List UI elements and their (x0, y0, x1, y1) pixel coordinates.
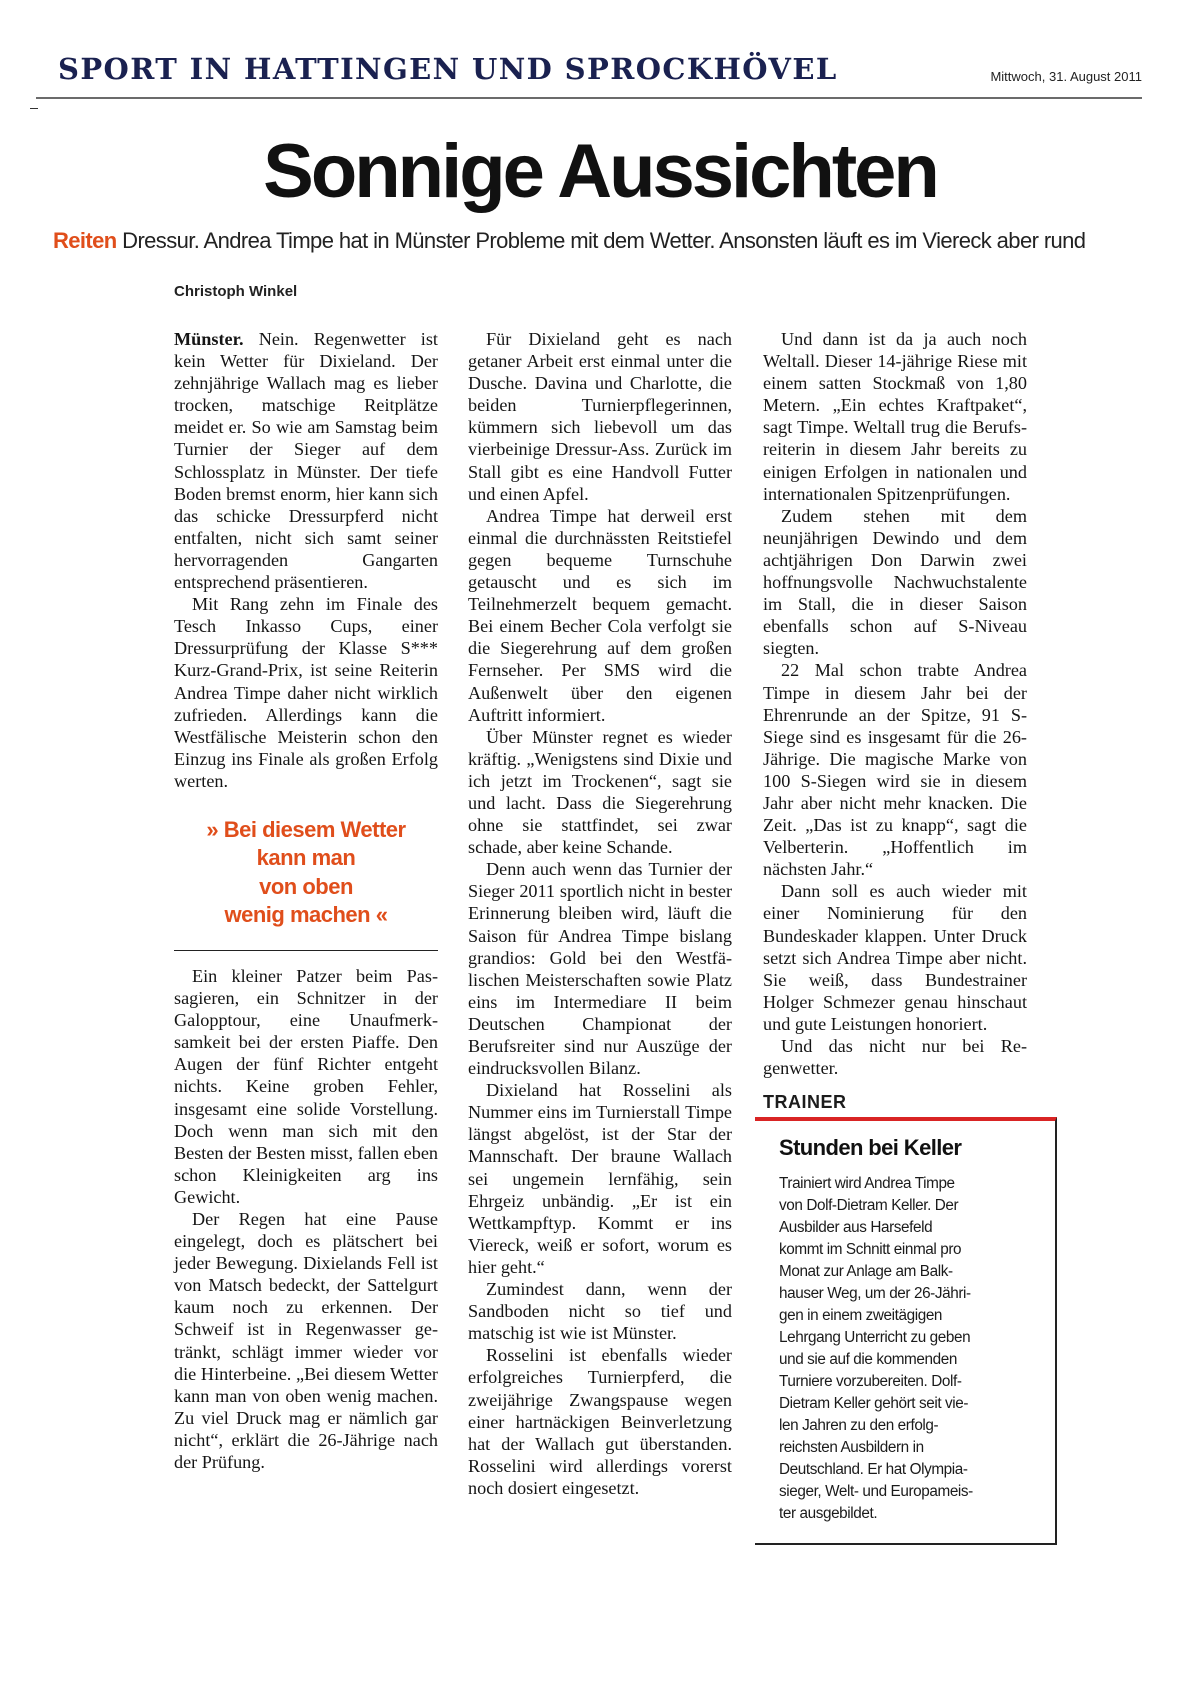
issue-date: Mittwoch, 31. August 2011 (990, 69, 1142, 84)
infobox-line: und sie auf die kommenden (779, 1351, 957, 1369)
infobox-title: Stunden bei Keller (779, 1135, 962, 1161)
paragraph: Ein kleiner Patzer beim Passagieren, ein Schnitzer in der Galopptour, eine Unaufmerksamkeit bei der ersten Piaffe. Den Augen der fünf Richter entgeht nichts. Keine groben Fehler, insgesamt eine solide Vorstellung. Doch wenn man sich mit den Besten der Besten misst, fallen eben schon Kleinigkeiten arg ins Gewicht. (174, 965, 438, 1207)
paragraph: Für Dixieland geht es nach getaner Arbeit erst einmal unter die Dusche. Davina und Charlotte, die beiden Turnierpflegerinnen, kümmern sich liebevoll um das vierbeinige Dressur-Ass. Zurück im Stall gibt es eine Handvoll Futter und einen Apfel. (468, 329, 732, 504)
infobox (755, 1117, 1057, 1545)
pull-quote (174, 816, 438, 951)
infobox-line: Ausbilder aus Harsefeld (779, 1219, 933, 1237)
infobox-line: hauser Weg, um der 26-Jähri- (779, 1285, 971, 1303)
paragraph-text: Nein. Regenwetter ist kein Wetter für Dixieland. Der zehnjährige Wallach mag es lieber trocken, matschige Reitplätze meidet er. So wie am Samstag beim Turnier der Sieger auf dem Schlossplatz in Münster. Der tiefe Boden bremst enorm, hier kann sich das schicke Dressurpferd nicht entfalten, nicht sich samt seiner hervorragenden Gangarten entsprechend präsentieren. (174, 329, 438, 593)
headline: Sonnige Aussichten (263, 129, 937, 214)
pull-quote-line: kann man (256, 845, 356, 871)
paragraph: Der Regen hat eine Pause eingelegt, doch es plätschert bei jeder Bewegung. Dixielands Fell ist von Matsch bedeckt, der Sattelgurt kaum noch zu erkennen. Der Schweif ist in Regenwasser getränkt, schlägt immer wieder vor die Hinterbeine. „Bei diesem Wetter kann man von oben wenig machen. Zu viel Druck mag er nämlich gar nicht“, erklärt die 26-Jährige nach der Prüfung. (174, 1209, 438, 1473)
paragraph: Dixieland hat Rosselini als Nummer eins im Turnierstall Timpe längst abgelöst, ist der Star der Mannschaft. Der braune Wallach sei ungemein lernfähig, sein Ehrgeiz unbändig. „Er ist ein Wettkampftyp. Kommt er ins Viereck, weiß er sofort, worum es hier geht.“ (468, 1080, 732, 1277)
paragraph: Und dann ist da ja auch noch Weltall. Dieser 14-jährige Riese mit einem satten Stockmaß von 1,80 Metern. „Ein echtes Kraftpaket“, sagt Timpe. Weltall trug die Berufsreiterin in diesem Jahr bereits zu einigen Erfolgen in nationalen und internationalen Spitzenprüfungen. (763, 329, 1027, 504)
infobox-line: len Jahren zu den erfolg- (779, 1417, 939, 1435)
paragraph (174, 328, 438, 593)
infobox-label: TRAINER (763, 1092, 847, 1113)
paragraph: Über Münster regnet es wieder kräftig. „Wenigstens sind Dixie und ich jetzt im Trockenen“, sagt sie und lacht. Dass die Siegerehrung ohne sie stattfindet, sei zwar schade, aber keine Schande. (468, 726, 732, 858)
section-header: SPORT IN HATTINGEN UND SPROCKHÖVEL (58, 52, 838, 86)
infobox-line: Monat zur Anlage am Balk- (779, 1263, 953, 1281)
pull-quote-line: » Bei diesem Wetter (206, 816, 406, 842)
infobox-line: ter ausgebildet. (779, 1505, 878, 1523)
author-byline: Christoph Winkel (174, 283, 298, 300)
paragraph: Dann soll es auch wieder mit einer Nominierung für den Bundeskader klappen. Unter Druck setzt sich Andrea Timpe aber nicht. Sie weiß, dass Bundestrainer Holger Schmezer genau hinschaut und gute Leistungen honoriert. (763, 881, 1027, 1034)
infobox-line: Turniere vorzubereiten. Dolf- (779, 1373, 962, 1391)
paragraph: Und das nicht nur bei Regenwetter. (763, 1036, 1027, 1079)
infobox-body (779, 1173, 1039, 1525)
pull-quote-line: wenig machen « (224, 902, 388, 928)
paragraph: Zudem stehen mit dem neunjährigen Dewindo und dem achtjährigen Don Darwin zwei hoffnungsvolle Nachwuchstalente im Stall, die in dieser Saison ebenfalls schon auf S-Niveau siegten. (763, 505, 1027, 659)
infobox-line: Deutschland. Er hat Olympia- (779, 1461, 968, 1479)
article-column-2 (468, 328, 732, 1499)
dateline: Münster. (174, 329, 244, 349)
margin-mark (30, 108, 38, 109)
infobox-line: reichsten Ausbildern in (779, 1439, 924, 1457)
paragraph: Denn auch wenn das Turnier der Sieger 2011 sportlich nicht in bester Erinnerung bleiben wird, läuft die Saison für Andrea Timpe bislang grandios: Gold bei den Westfälischen Meisterschaften sowie Platz eins im Intermediare II beim Deutschen Championat der Berufsreiter sind nur Auszüge der eindrucksvollen Bilanz. (468, 859, 732, 1079)
article-column-3 (763, 328, 1027, 1545)
infobox-line: sieger, Welt- und Europameis- (779, 1483, 973, 1501)
paragraph: Mit Rang zehn im Finale des Tesch Inkasso Cups, einer Dressurprüfung der Klasse S*** Kurz-Grand-Prix, ist seine Reiterin Andrea Timpe daher nicht wirklich zufrieden. Allerdings kann die Westfälische Meisterin schon den Einzug ins Finale als großen Erfolg werten. (174, 594, 438, 791)
paragraph: Rosselini ist ebenfalls wieder erfolgreiches Turnierpferd, die zweijährige Zwangspause wegen einer hartnäckigen Beinverletzung hat der Wallach gut überstanden. Rosselini wird allerdings vorerst noch dosiert eingesetzt. (468, 1345, 732, 1498)
article-column-1 (174, 328, 438, 1473)
subheadline-text: Dressur. Andrea Timpe hat in Münster Probleme mit dem Wetter. Ansonsten läuft es im Viereck aber rund (116, 228, 1086, 253)
subheadline (53, 228, 1085, 254)
pull-quote-line: von oben (259, 873, 353, 899)
paragraph: 22 Mal schon trabte Andrea Timpe in diesem Jahr bei der Ehrenrunde an der Spitze, 91 S-Siege sind es insgesamt für die 26-Jährige. Die magische Marke von 100 S-Siegen wird sie in diesem Jahr aber nicht mehr knacken. Die Zeit. „Das ist zu knapp“, sagt die Velberterin. „Hoffentlich im nächsten Jahr.“ (763, 660, 1027, 880)
kicker: Reiten (53, 228, 117, 253)
paragraph: Andrea Timpe hat derweil erst einmal die durchnässten Reitstiefel gegen bequeme Turnschuhe getauscht und es sich im Teilnehmerzelt bequem gemacht. Bei einem Becher Cola verfolgt sie die Siegerehrung auf dem großen Fernseher. Per SMS wird die Außenwelt über den eigenen Auftritt informiert. (468, 505, 732, 725)
infobox-line: Trainiert wird Andrea Timpe (779, 1175, 955, 1193)
header-rule (36, 97, 1142, 99)
infobox-line: Dietram Keller gehört seit vie- (779, 1395, 969, 1413)
infobox-line: Lehrgang Unterricht zu geben (779, 1329, 971, 1347)
infobox-line: gen in einem zweitägigen (779, 1307, 943, 1325)
paragraph: Zumindest dann, wenn der Sandboden nicht so tief und matschig ist wie ist Münster. (468, 1279, 732, 1344)
infobox-line: von Dolf-Dietram Keller. Der (779, 1197, 959, 1215)
infobox-line: kommt im Schnitt einmal pro (779, 1241, 962, 1259)
